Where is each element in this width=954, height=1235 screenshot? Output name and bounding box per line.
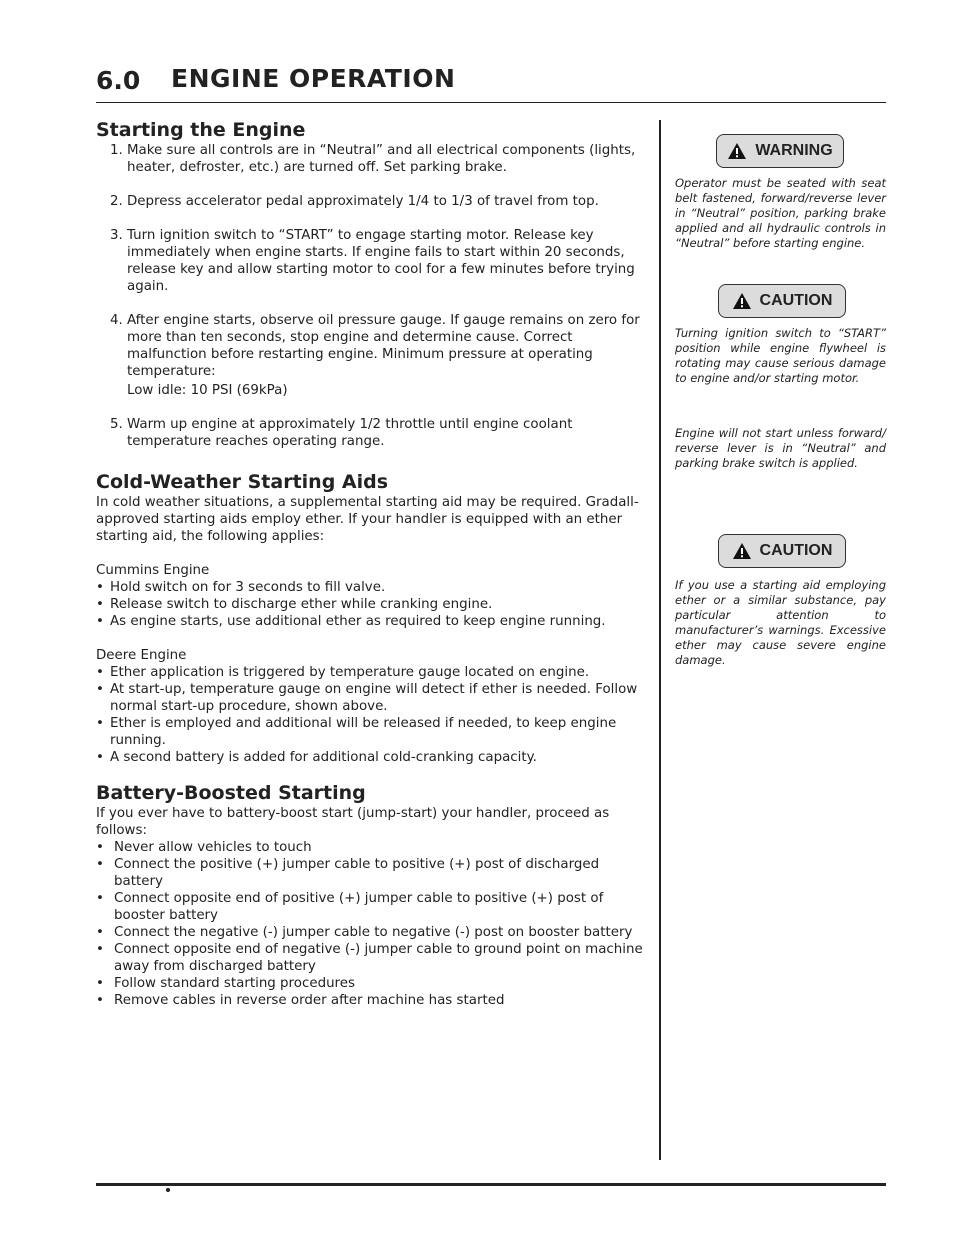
caution-text: Turning ignition switch to “START” position while engine flywheel is rotating may cause serious damage to engine and/or starting motor. [675,326,886,385]
section-header [96,64,886,103]
list-item: • At start-up, temperature gauge on engine will detect if ether is needed. Follow normal start-up procedure, shown above. [96,681,652,715]
caution-label: CAUTION [759,292,833,309]
step-item [96,416,652,450]
cold-weather-heading: Cold-Weather Starting Aids [96,471,389,493]
cummins-label: Cummins Engine [96,563,210,578]
battery-intro: If you ever have to battery-boost start (jump-start) your handler, proceed as follows: [96,806,610,838]
list-item: • Ether is employed and additional will be released if needed, to keep engine running. [96,715,652,749]
section-title: ENGINE OPERATION [171,64,456,93]
warning-triangle-icon [732,542,752,560]
column-divider [659,120,661,1160]
step-extra: Low idle: 10 PSI (69kPa) [127,383,288,398]
caution-label: CAUTION [759,542,833,559]
cummins-list [96,579,652,630]
step-text: Warm up engine at approximately 1/2 throttle until engine coolant temperature reaches operating range. [127,417,573,449]
step-number: 1. [110,143,123,158]
step-item [96,142,652,176]
caution-badge [718,534,846,568]
list-item: • Remove cables in reverse order after machine has started [96,992,652,1009]
section-number: 6.0 [96,66,141,95]
deere-list [96,664,652,766]
warning-triangle-icon [732,292,752,310]
warning-triangle-icon [727,142,747,160]
step-text: Depress accelerator pedal approximately 1/4 to 1/3 of travel from top. [127,194,599,209]
starting-heading: Starting the Engine [96,119,306,141]
list-item: • Connect the negative (-) jumper cable to negative (-) post on booster battery [96,924,652,941]
step-text: After engine starts, observe oil pressure gauge. If gauge remains on zero for more than ten seconds, stop engine and determine cause. Correct malfunction before restarting engine. Minimum pressure at operating temperature: [127,313,640,379]
list-item: • A second battery is added for additional cold-cranking capacity. [96,749,652,766]
caution-badge [718,284,846,318]
note-text: Engine will not start unless forward/ reverse lever is in “Neutral” and parking brake switch is applied. [675,426,886,470]
main-column [96,118,652,1009]
step-item [96,312,652,399]
footer-dot [166,1188,170,1192]
battery-heading: Battery-Boosted Starting [96,782,366,804]
battery-list [96,839,652,1009]
step-number: 4. [110,313,123,328]
cold-weather-intro: In cold weather situations, a supplemental starting aid may be required. Gradall-approved starting aids employ ether. If your handler is equipped with an ether starting aid, the following applies: [96,495,639,544]
list-item: • Connect the positive (+) jumper cable to positive (+) post of discharged battery [96,856,652,890]
step-text: Make sure all controls are in “Neutral” and all electrical components (lights, heater, defroster, etc.) are turned off. Set parking brake. [127,143,636,175]
step-item [96,193,652,210]
list-item: • Hold switch on for 3 seconds to fill valve. [96,579,652,596]
step-number: 2. [110,194,123,209]
step-text: Turn ignition switch to “START” to engage starting motor. Release key immediately when engine starts. If engine fails to start within 20 seconds, release key and allow starting motor to cool for a few minutes before trying again. [127,228,635,294]
list-item: • As engine starts, use additional ether as required to keep engine running. [96,613,652,630]
list-item: • Connect opposite end of negative (-) jumper cable to ground point on machine away from discharged battery [96,941,652,975]
list-item: • Never allow vehicles to touch [96,839,652,856]
warning-label: WARNING [755,142,833,159]
deere-label: Deere Engine [96,648,187,663]
step-number: 5. [110,417,123,432]
footer-rule [96,1183,886,1186]
caution-text: If you use a starting aid employing ether or a similar substance, pay particular attention to manufacturer’s warnings. Excessive ether may cause severe engine damage. [675,578,886,667]
step-item [96,227,652,295]
starting-steps [96,142,652,450]
list-item: • Release switch to discharge ether while cranking engine. [96,596,652,613]
step-number: 3. [110,228,123,243]
warning-badge [716,134,844,168]
list-item: • Connect opposite end of positive (+) jumper cable to positive (+) post of booster battery [96,890,652,924]
warning-text: Operator must be seated with seat belt fastened, forward/reverse lever in “Neutral” position, parking brake applied and all hydraulic controls in “Neutral” before starting engine. [675,176,886,250]
list-item: • Ether application is triggered by temperature gauge located on engine. [96,664,652,681]
list-item: • Follow standard starting procedures [96,975,652,992]
